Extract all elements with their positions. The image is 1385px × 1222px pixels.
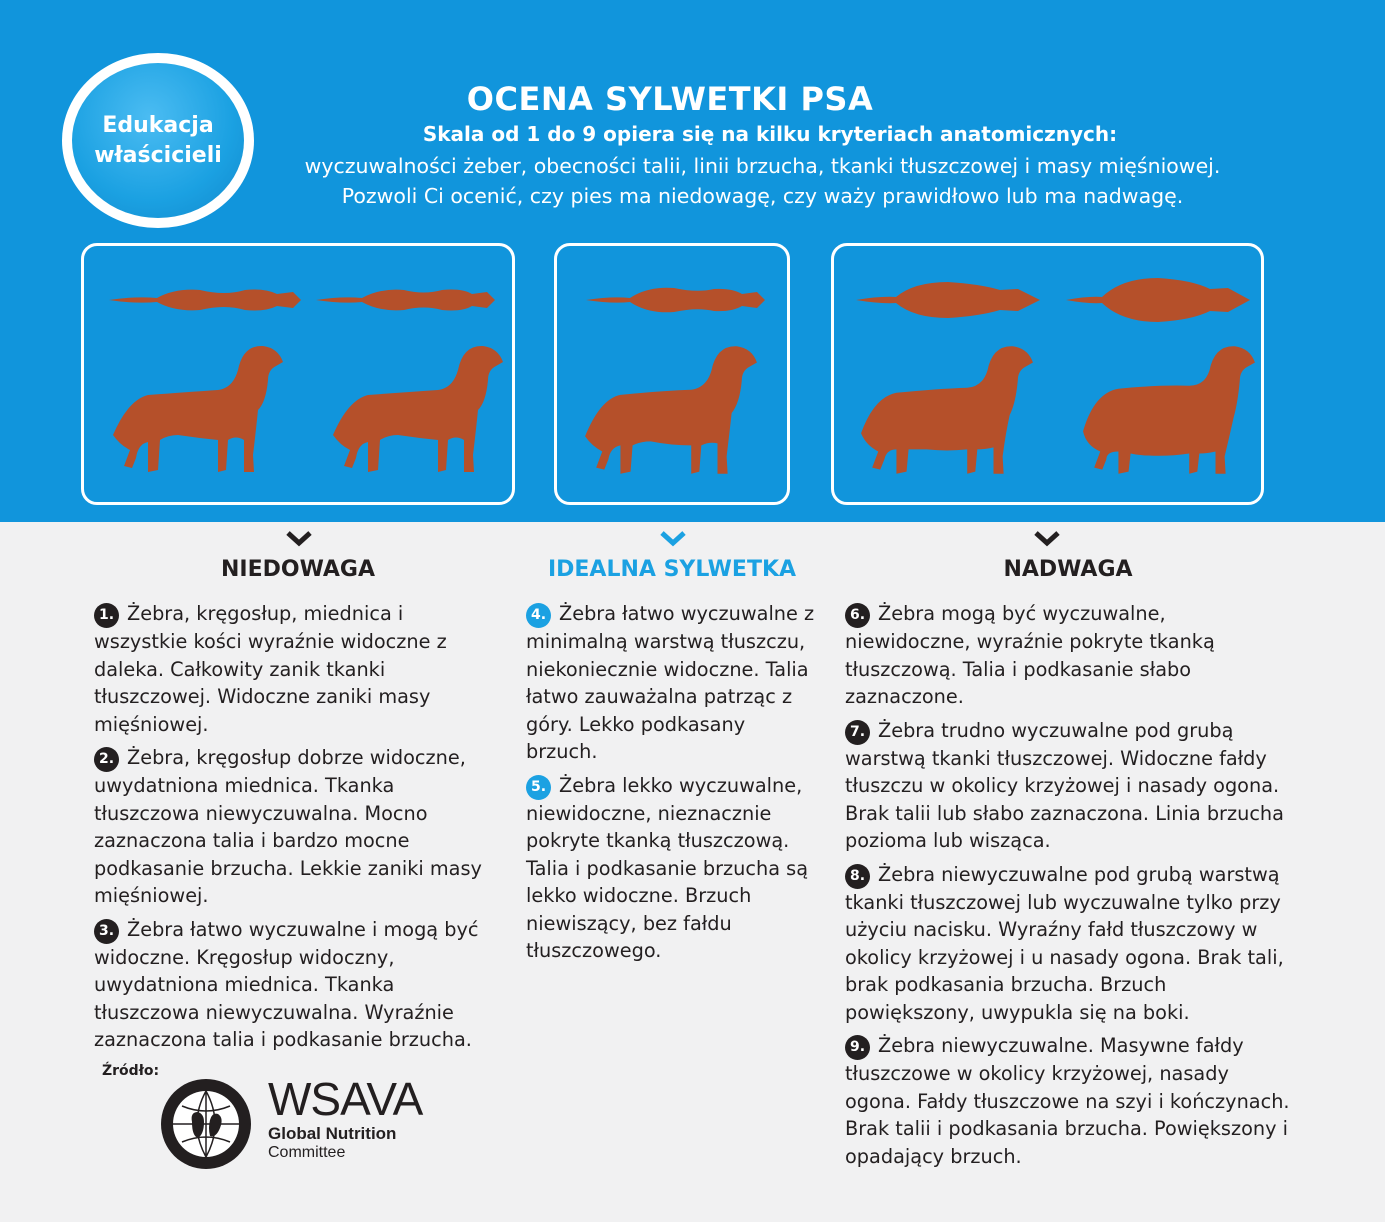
owner-education-badge xyxy=(62,53,254,228)
chevron-down-icon xyxy=(657,527,689,549)
dog-top-view-icon xyxy=(852,276,1044,324)
category-ideal-title: IDEALNA SYLWETKA xyxy=(547,557,797,582)
score-item: 4. Żebra łatwo wyczuwalne z minimalną warstwą tłuszczu, niekoniecznie widoczne. Talia łatwo zauważalna patrząc z góry. Lekko podkasany brzuch. xyxy=(526,602,815,763)
chevron-down-icon xyxy=(283,527,315,549)
dog-side-view-icon xyxy=(580,340,762,480)
dog-side-view-icon xyxy=(856,340,1038,480)
wsava-globe-logo-icon xyxy=(160,1078,252,1170)
score-number: 8. xyxy=(845,864,870,889)
dog-side-view-icon xyxy=(1078,340,1260,480)
wsava-logo-text: WSAVA xyxy=(268,1073,423,1125)
ideal-description xyxy=(526,600,816,971)
score-number: 5. xyxy=(526,775,551,800)
score-item: 3. Żebra łatwo wyczuwalne i mogą być widoczne. Kręgosłup widoczny, uwydatniona miednica. Tkanka tłuszczowa niewyczuwalna. Wyraźnie zaznaczona talia i podkasanie brzucha. xyxy=(94,917,479,1051)
wsava-committee-line1: Global Nutrition xyxy=(268,1124,397,1143)
score-number: 2. xyxy=(94,747,119,772)
badge-label: Edukacja właścicieli xyxy=(94,112,222,168)
intro-text: wyczuwalności żeber, obecności talii, linii brzucha, tkanki tłuszczowej i masy mięśniowej. Pozwoli Ci ocenić, czy pies ma niedowagę, czy waży prawidłowo lub ma nadwagę. xyxy=(304,154,1221,208)
dog-side-view-icon xyxy=(108,340,288,478)
score-number: 3. xyxy=(94,919,119,944)
dog-top-view-icon xyxy=(1062,274,1254,326)
score-number: 1. xyxy=(94,603,119,628)
source-label: Źródło: xyxy=(102,1063,160,1079)
chevron-down-icon xyxy=(1031,527,1063,549)
dog-top-view-icon xyxy=(105,278,305,322)
score-number: 6. xyxy=(845,603,870,628)
page-title: OCENA SYLWETKI PSA xyxy=(466,80,874,118)
category-overweight-title: NADWAGA xyxy=(1003,557,1133,582)
wsava-committee-line2: Committee xyxy=(268,1144,346,1161)
score-item: 7. Żebra trudno wyczuwalne pod grubą warstwą tkanki tłuszczowej. Widoczne fałdy tłuszczu w okolicy krzyżowej i nasady ogona. Brak talii lub słabo zaznaczona. Linia brzucha pozioma lub wisząca. xyxy=(845,718,1284,852)
score-item: 6. Żebra mogą być wyczuwalne, niewidoczne, wyraźnie pokryte tkanką tłuszczową. Talia i podkasanie słabo zaznaczone. xyxy=(845,602,1215,708)
score-item: 5. Żebra lekko wyczuwalne, niewidoczne, nieznacznie pokryte tkanką tłuszczową. Talia i podkasanie brzucha są lekko widoczne. Brzuch niewiszący, bez fałdu tłuszczowego. xyxy=(526,773,809,962)
page-subtitle: Skala od 1 do 9 opiera się na kilku kryteriach anatomicznych: xyxy=(422,122,1118,146)
category-underweight-title: NIEDOWAGA xyxy=(221,557,375,582)
dog-side-view-icon xyxy=(328,340,508,478)
score-item: 2. Żebra, kręgosłup dobrze widoczne, uwydatniona miednica. Tkanka tłuszczowa niewyczuwalna. Mocno zaznaczona talia i bardzo mocne podkasanie brzucha. Lekkie zaniki masy mięśniowej. xyxy=(94,746,482,907)
dog-top-view-icon xyxy=(312,278,498,322)
overweight-description xyxy=(845,600,1295,1176)
score-item: 1. Żebra, kręgosłup, miednica i wszystkie kości wyraźnie widoczne z daleka. Całkowity zanik tkanki tłuszczowej. Widoczne zaniki masy mięśniowej. xyxy=(94,602,447,736)
score-number: 4. xyxy=(526,603,551,628)
score-item: 9. Żebra niewyczuwalne. Masywne fałdy tłuszczowe w okolicy krzyżowej, nasady ogona. Fałdy tłuszczowe na szyi i kończynach. Brak talii i podkasania brzucha. Powiększony i opadający brzuch. xyxy=(845,1034,1290,1168)
underweight-description xyxy=(94,600,494,1060)
score-number: 7. xyxy=(845,720,870,745)
dog-top-view-icon xyxy=(582,278,768,322)
score-item: 8. Żebra niewyczuwalne pod grubą warstwą tkanki tłuszczowej lub wyczuwalne tylko przy użyciu nacisku. Wyraźny fałd tłuszczowy w okolicy krzyżowej i u nasady ogona. Brak tali, brak podkasania brzucha. Brzuch powiększony, uwypukla się na boki. xyxy=(845,862,1284,1024)
score-number: 9. xyxy=(845,1035,870,1060)
